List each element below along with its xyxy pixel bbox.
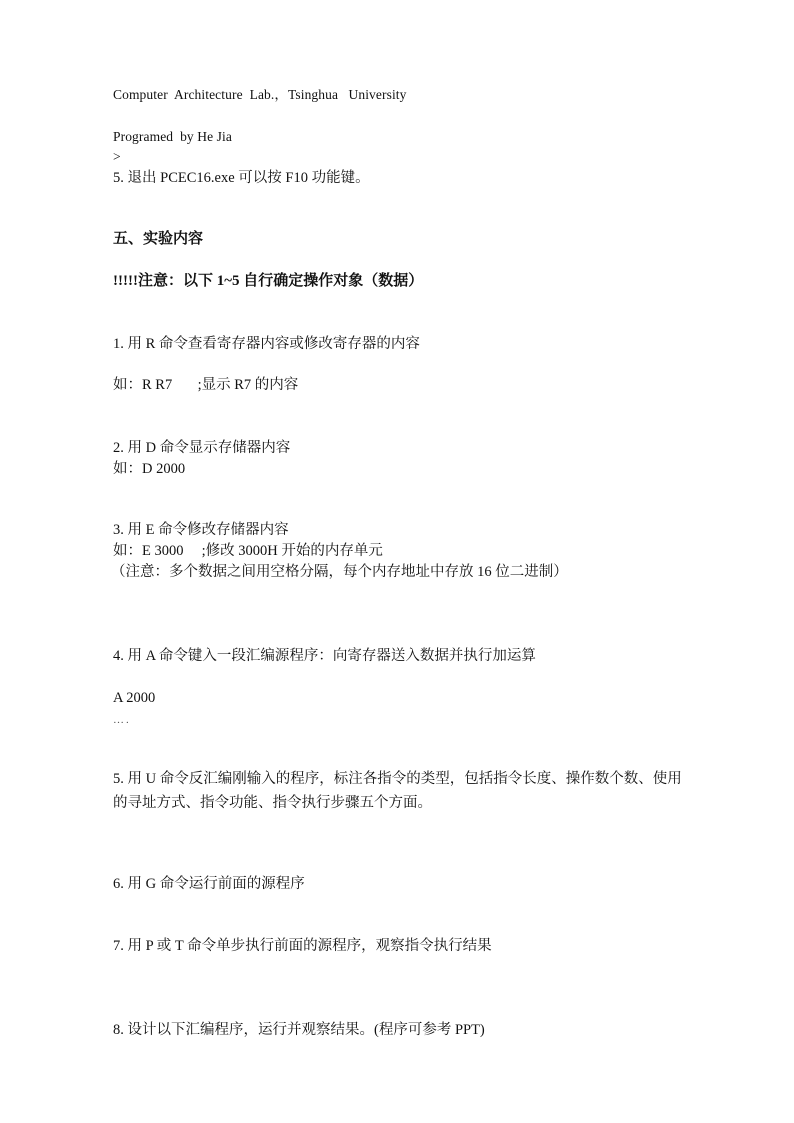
- item-6: 6. 用 G 命令运行前面的源程序: [113, 876, 305, 892]
- exit-note: 5. 退出 PCEC16.exe 可以按 F10 功能键。: [113, 170, 370, 186]
- item-2: 2. 用 D 命令显示存储器内容: [113, 440, 291, 456]
- item-3-example: 如：E 3000 ;修改 3000H 开始的内存单元: [113, 543, 383, 559]
- item-4-ellipsis: ….: [113, 714, 131, 726]
- item-7: 7. 用 P 或 T 命令单步执行前面的源程序，观察指令执行结果: [113, 938, 492, 954]
- item-5: 5. 用 U 命令反汇编刚输入的程序，标注各指令的类型，包括指令长度、操作数个数、使用的寻址方式、指令功能、指令执行步骤五个方面。: [113, 771, 682, 811]
- item-8: 8. 设计以下汇编程序，运行并观察结果。(程序可参考 PPT): [113, 1022, 485, 1038]
- item-2-example: 如：D 2000: [113, 461, 186, 477]
- item-1: 1. 用 R 命令查看寄存器内容或修改寄存器的内容: [113, 336, 420, 352]
- prompt-symbol: >: [113, 149, 121, 164]
- credit-line: Computer Architecture Lab.，Tsinghua University: [113, 87, 407, 102]
- item-4-example: A 2000: [113, 690, 156, 706]
- author-line: Programed by He Jia: [113, 129, 232, 144]
- item-1-example: 如：R R7 ;显示 R7 的内容: [113, 377, 299, 393]
- item-4: 4. 用 A 命令键入一段汇编源程序：向寄存器送入数据并执行加运算: [113, 648, 536, 664]
- section-title: 五、实验内容: [113, 231, 204, 247]
- section-notice: !!!!!注意：以下 1~5 自行确定操作对象（数据）: [113, 273, 424, 289]
- item-3-note: （注意：多个数据之间用空格分隔，每个内存地址中存放 16 位二进制）: [111, 564, 568, 580]
- item-3: 3. 用 E 命令修改存储器内容: [113, 522, 289, 538]
